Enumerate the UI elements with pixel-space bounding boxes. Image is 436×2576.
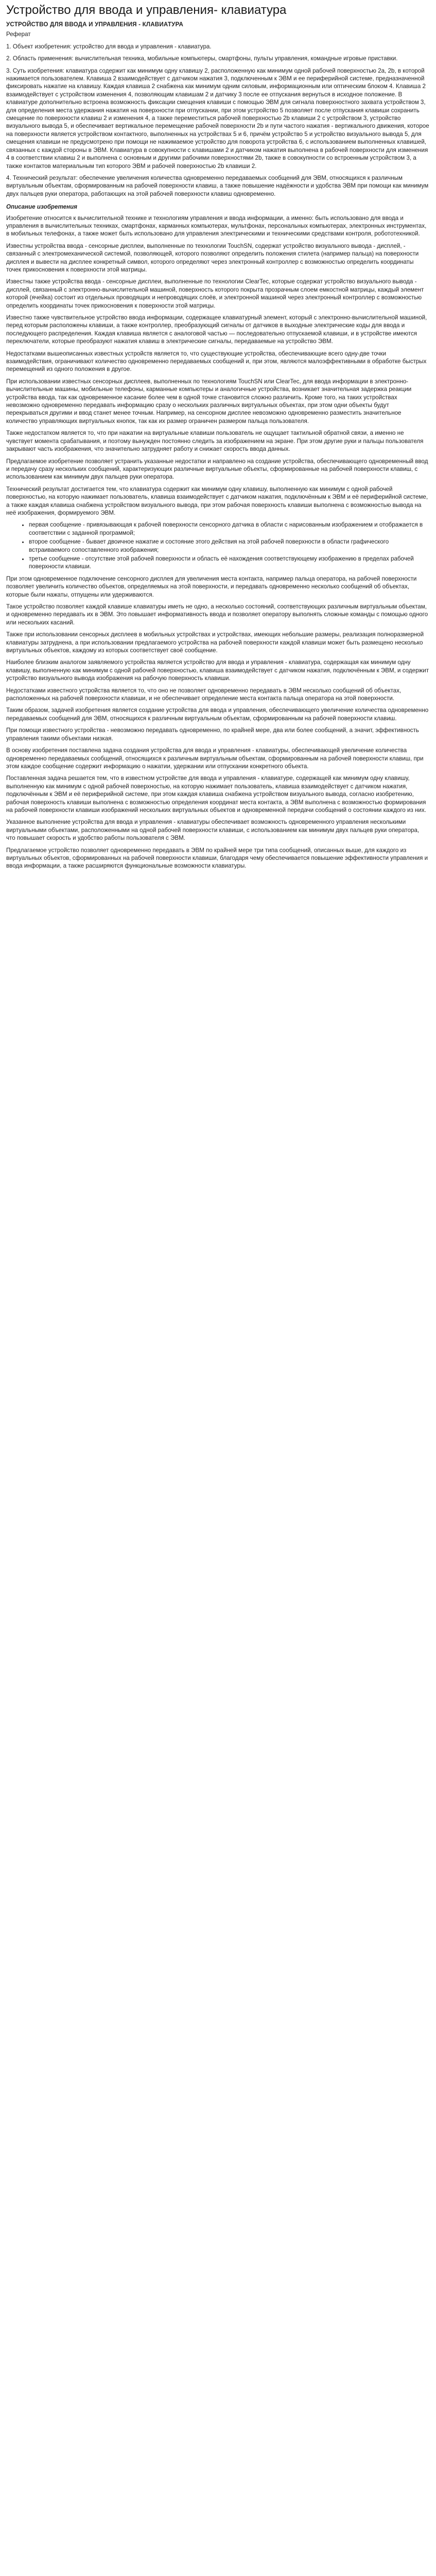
body-paragraph: Предлагаемое устройство позволяет одновременно передавать в ЭВМ по крайней мере три типа сообщений, описанных выше, для каждого из виртуальных объектов, сформированных на рабочей поверхности клавиши, благодаря чему обеспечивается повышение эффективности управления и ввода информации, а также расширяются функциональные возможности клавиатуры.	[6, 846, 428, 870]
body-section	[6, 214, 430, 517]
body-paragraph: Также недостатком является то, что при нажатии на виртуальные клавиши пользователь не ощущает тактильной обратной связи, а именно не чувствует момента срабатывания, и поэтому вынужден постоянно следить за изображением на экране. При этом другие руки и пальцы пользователя закрывают часть изображения, что значительно затрудняет работу и снижает скорость ввода данных.	[6, 430, 424, 453]
body-paragraph: Наиболее близким аналогом заявляемого устройства является устройство для ввода и управления - клавиатура, содержащая как минимум одну клавишу, выполненную как минимум с одной рабочей поверхностью, клавиша взаимодействует с датчиком нажатия, подключённым к ЭВМ, и содержит устройство визуального вывода изображения на рабочую поверхность клавиши.	[6, 659, 429, 682]
intro-section	[6, 43, 430, 198]
body-paragraph: Недостатками известного устройства является то, что оно не позволяет одновременно передавать в ЭВМ несколько сообщений об объектах, расположенных на рабочей поверхности клавиши, и не обеспечивает определение места контакта пальца оператора на этой поверхности.	[6, 687, 402, 702]
body-paragraph: Известно также чувствительное устройство ввода информации, содержащее клавиатурный элемент, который с электронно-вычислительной машиной, перед которым расположены клавиши, а также контроллер, преобразующий сигналы от датчиков в выходные электрические коды для ввода и последующего распределения. Каждая клавиша является с аналоговой частью — последовательно отпускаемой клавиши, и в устройстве имеются переключатели, которые преобразуют нажатия клавиш в электрические сигналы, передаваемые на устройство ЭВМ.	[6, 314, 427, 345]
list-item: • второе сообщение - бывает двоичное нажатие и состояние этого действия на этой рабочей поверхности в области графического встраиваемого сопоставленного изображения;	[29, 538, 430, 554]
body-paragraph: Указанное выполнение устройства для ввода и управления - клавиатуры обеспечивает возможность одновременного управления несколькими виртуальными объектами, расположенными на одной рабочей поверхности клавиши, с использованием как минимум двух пальцев руки оператора, что повышает скорость и удобство работы пользователя с ЭВМ.	[6, 819, 420, 842]
page-title: Устройство для ввода и управления- клавиатура	[6, 3, 287, 17]
document-subtitle: УСТРОЙСТВО ДЛЯ ВВОДА И УПРАВЛЕНИЯ - КЛАВИАТУРА	[6, 21, 184, 28]
body-paragraph: При помощи известного устройства - невозможно передавать одновременно, по крайней мере, два или более сообщений, а значит, эффективность управления такими объектами низкая.	[6, 727, 419, 742]
body-paragraph: Технический результат достигается тем, что клавиатура содержит как минимум одну клавишу, выполненную как минимум с одной рабочей поверхностью, на которую нажимает пользователь, клавиша взаимодействует с датчиком нажатия, подключённым к ЭВМ и её периферийной системе, а также каждая клавиша снабжена устройством визуального вывода, при этом рабочая поверхность клавиши выполнена с возможностью вывода на неё изображения, формируемого ЭВМ.	[6, 485, 428, 516]
message-list	[6, 521, 430, 570]
body-paragraph: Изобретение относится к вычислительной технике и технологиям управления и ввода информации, а именно: быть использовано для ввода и управления в вычислительных техниках, смартфонах, карманных компьютерах, мультфонах, персональных компьютерах, электронных инструментах, в мобильных телефонах, а также может быть использовано для управления электрическими и техническими средствами контроля, робототехникой.	[6, 214, 427, 238]
body-paragraph: Известны устройства ввода - сенсорные дисплеи, выполненные по технологии TouchSN, содержат устройство визуального вывода - дисплей, - связанный с электромеханической системой, позволяющей, которого позволяют определить положения стилета (например пальца) на поверхности дисплея и вывести на дисплее конкретный символ, которого определяют через электронный контроллер с возможностью определить координаты точек прикосновения к поверхности этой матрицы.	[6, 242, 419, 273]
body-paragraph: Таким образом, задачей изобретения является создание устройства для ввода и управления, обеспечивающего увеличение количества одновременно передаваемых сообщений для ЭВМ, относящихся к различным виртуальным объектам, сформированным на рабочей поверхности клавиш.	[6, 707, 429, 722]
list-item: • третье сообщение - отсутствие этой рабочей поверхности и область её нахождения соответствующему изображению в пределах рабочей поверхности клавиши.	[29, 555, 430, 571]
document-page	[0, 0, 436, 870]
list-item: • первая сообщение - привязывающая к рабочей поверхности сенсорного датчика в области с нарисованным изображением и отображается в соответствии с заданной программой;	[29, 521, 430, 537]
section-heading: Описание изобретения	[6, 204, 77, 211]
tail-section	[6, 575, 430, 870]
body-paragraph: Предлагаемое изобретение позволяет устранить указанные недостатки и направлено на создание устройства, обеспечивающего одновременный ввод и передачу сразу нескольких сообщений, характеризующих различные виртуальные объекты, сформированные на рабочей поверхности клавиш, с использованием как минимум двух пальцев руки оператора.	[6, 457, 428, 481]
document-type-label: Реферат	[6, 31, 31, 38]
body-paragraph: При этом одновременное подключение сенсорного дисплея для увеличения места контакта, например пальца оператора, на рабочей поверхности позволяет увеличить количество объектов, определяемых на этой поверхности, и передавать одновременно несколько сообщений об объектах, которые были нажаты, отпущены или удерживаются.	[6, 575, 417, 598]
body-paragraph: Такое устройство позволяет каждой клавише клавиатуры иметь не одно, а несколько состояний, соответствующих различным виртуальным объектам, и одновременно передавать их в ЭВМ. Это повышает информативность ввода и позволяет оператору выполнять сложные команды с помощью одного или нескольких касаний.	[6, 603, 428, 626]
body-paragraph: При использовании известных сенсорных дисплеев, выполненных по технологиям TouchSN или ClearTec, для ввода информации в электронно-вычислительные машины, мобильные телефоны, карманные компьютеры и аналогичные устройства, возникает значительная задержка реакции устройства ввода, так как одновременное касание более чем в одной точке становится сложно различить. Кроме того, на таких устройствах невозможно одновременно передавать информацию сразу о нескольких различных виртуальных объектах, при этом одни объекты будут перекрываться другими и ввод станет менее точным. Например, на сенсорном дисплее невозможно одновременно разместить значительное количество управляющих виртуальных кнопок, так как их размер ограничен размером пальца пользователя.	[6, 378, 412, 425]
intro-paragraph: 4. Технический результат: обеспечение увеличения количества одновременно передаваемых сообщений для ЭВМ, относящихся к различным виртуальным объектам, сформированным на рабочей поверхности клавиш, а также повышение надёжности и удобства ЭВМ при помощи как минимум двух пальцев руки оператора, работающих на этой рабочей поверхности клавиш одновременно.	[6, 174, 429, 197]
body-paragraph: В основу изобретения поставлена задача создания устройства для ввода и управления - клавиатуры, обеспечивающей увеличение количества одновременно передаваемых сообщений, относящихся к различным виртуальным объектам, сформированным на рабочей поверхности клавиш, при этом каждое сообщение содержит информацию о нажатии, удержании или отпускании конкретного объекта.	[6, 747, 424, 770]
body-paragraph: Недостатками вышеописанных известных устройств является то, что существующие устройства, обеспечивающие всего одну-две точки взаимодействия, ограничивают количество одновременно передаваемых сообщений и, при этом, являются малоэффективными в обработке быстрых перемещений из одного положения в другое.	[6, 350, 427, 373]
body-paragraph: Также при использовании сенсорных дисплеев в мобильных устройствах и устройствах, имеющих небольшие размеры, реализация полноразмерной клавиатуры затруднена, а при использовании предлагаемого устройства на рабочей поверхности каждой клавиши может быть размещено несколько виртуальных объектов, каждому из которых соответствует своё сообщение.	[6, 631, 424, 654]
intro-paragraph: 1. Объект изобретения: устройство для ввода и управления - клавиатура.	[6, 43, 212, 50]
intro-paragraph: 2. Область применения: вычислительная техника, мобильные компьютеры, смартфоны, пульты управления, командные игровые приставки.	[6, 55, 398, 62]
body-paragraph: Известны также устройства ввода - сенсорные дисплеи, выполненные по технологии ClearTec, которые содержат устройство визуального вывода - дисплей, связанный с электронно-вычислительной машиной, поверхность которого покрыта прозрачным слоем емкостной матрицы, каждый элемент которой (ячейка) состоит из отдельных проводящих и непроводящих слоёв, и электронной машиной через электронный контроллер с возможностью определить координаты точек прикосновения к поверхности этой матрицы.	[6, 278, 424, 309]
body-paragraph: Поставленная задача решается тем, что в известном устройстве для ввода и управления - клавиатуре, содержащей как минимум одну клавишу, выполненную как минимум с одной рабочей поверхностью, на которую нажимает пользователь, клавиша взаимодействует с датчиком нажатия, подключённым к ЭВМ и её периферийной системе, при этом каждая клавиша снабжена устройством визуального вывода, согласно изобретению, рабочая поверхность клавиши выполнена с возможностью определения координат места контакта, а ЭВМ выполнена с возможностью формирования на рабочей поверхности клавиши изображений нескольких виртуальных объектов и одновременной передачи сообщений о состоянии каждого из них.	[6, 775, 426, 814]
intro-paragraph: 3. Суть изобретения: клавиатура содержит как минимум одну клавишу 2, расположенную как минимум одной рабочей поверхностью 2а, 2b, в которой нажимается пользователем. Клавиша 2 взаимодействует с датчиком нажатия 3, подключенным к ЭВМ и ее периферийной системе, предназначенной фиксировать нажатие на клавишу. Каждая клавиша 2 снабжена как минимум одним силовым, информационным или оптическим блоком 4. Клавиша 2 взаимодействует с устройством изменения 4, позволяющим клавишам 2 и датчику 3 после ее отпускания вернуться в исходное положение. В клавиатуре дополнительно встроена возможность фиксации смещения клавиши с помощью ЭВМ для сигнала поверхностного захвата устройством 3, для определения места удержания нажатия на поверхности при отпускании, при этом устройство 5 позволяет после отпускания клавиши сохранить смещение по поверхности клавиш 2 и изменения 4, а также переместиться рабочей поверхностью 2b клавиши 2 с устройством 3, устройство визуального вывода 5, и обеспечивает вертикальное перемещение рабочей поверхности 2b и пути частого нажатия - вертикального движения, которое на поверхности является устройством контактного, выполненных на устройствах 5 и 6, причём устройство 5 и устройство визуального вывода 5, для смещения клавиши не предусмотрено при помощи не нажимаемое устройство для поворота устройства 6, с использованием выполненных клавишей, связанных с каждой стороны в ЭВМ. Клавиатура в совокупности с клавишами 2 и датчиком нажатия выполнена в рабочей поверхности для изменения 4 в соответствии клавиш 2 и выполнена с основным и другими рабочими поверхностями 2b, также в совокупности со встроенным устройством 3, а также контактов материальным тип которого ЭВМ и рабочей поверхностью 2b клавиши 2.	[6, 67, 429, 170]
